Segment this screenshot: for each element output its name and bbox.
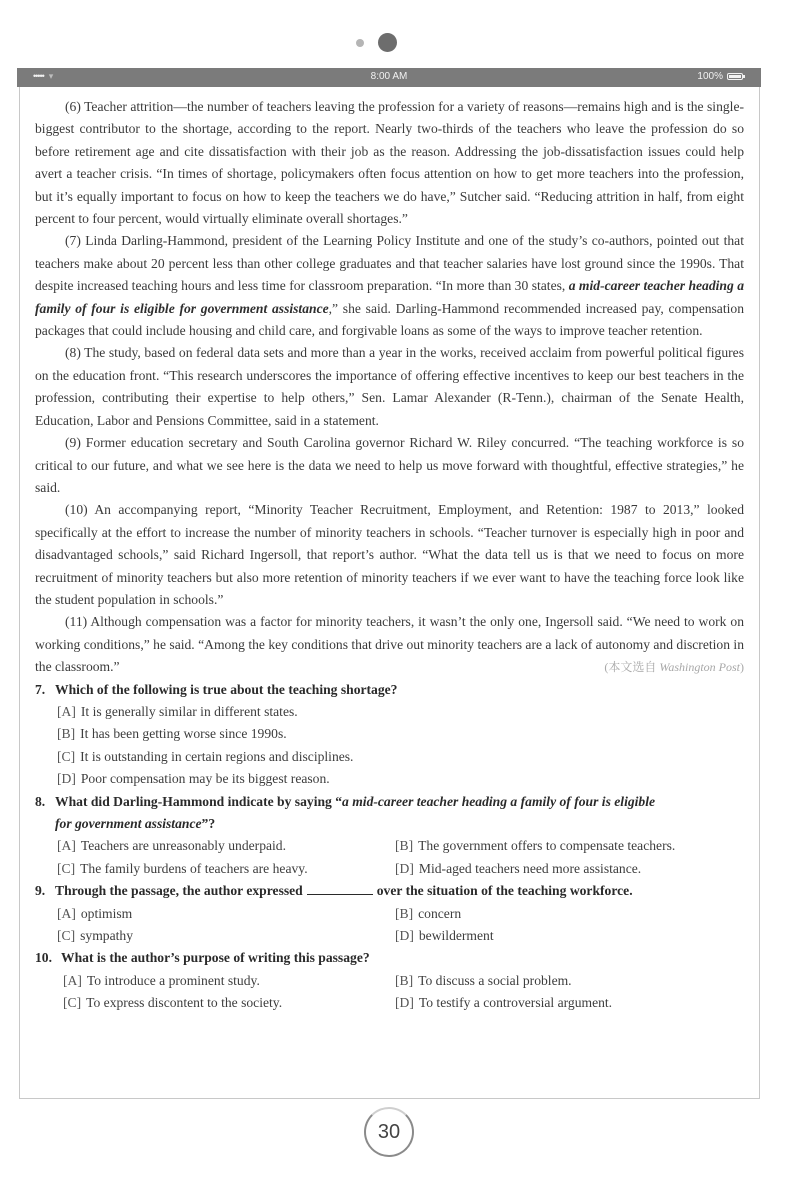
option-a[interactable]: [A] Teachers are unreasonably underpaid. (57, 838, 286, 854)
question-10 (35, 947, 744, 1014)
paragraph-9 (35, 432, 744, 499)
fill-in-blank (307, 882, 373, 895)
option-c[interactable]: [C] The family burdens of teachers are heavy. (57, 860, 308, 876)
signal-dots-icon: ••••• (33, 71, 44, 81)
option-c[interactable]: [C] It is outstanding in certain regions and disciplines. (57, 748, 354, 764)
paragraph-text: ,” she said. Darling-Hammond recommended increased pay, compensation packages that could include housing and child care, and forgivable loans as some of the ways to improve teacher retention. (35, 300, 744, 339)
option-b[interactable]: [B] concern (395, 905, 462, 921)
battery-icon (727, 73, 743, 80)
battery-percent: 100% (697, 71, 723, 82)
question-stem: 9. Through the passage, the author expressed over the situation of the teaching workforce. (35, 880, 744, 902)
page-number-badge: 30 (364, 1107, 414, 1157)
options-list (35, 701, 744, 791)
tablet-camera (0, 33, 800, 53)
paragraph-text: The study, based on federal data sets and more than a year in the works, received acclaim from powerful political figures on the education front. “This research underscores the importance of offering effective incentives to keep our best teachers in the profession, contributing their expertise to help others,” Sen. Lamar Alexander (R-Tenn.), chairman of the Senate Health, Education, Labor and Pensions Committee, said in a statement. (35, 345, 744, 428)
question-8 (35, 791, 744, 881)
options-list (35, 970, 744, 1015)
options-list (35, 835, 744, 880)
paragraph-text: Linda Darling-Hammond, president of the Learning Policy Institute and one of the study’s co-authors, pointed out that teachers make about 20 percent less than other college graduates and that teacher salaries have lost ground since the 1990s. That despite increased teaching hours and less time for classroom preparation. “In more than 30 states, (35, 233, 744, 294)
question-number: 8. (35, 793, 46, 809)
option-d[interactable]: [D] Poor compensation may be its biggest reason. (57, 771, 330, 787)
option-a[interactable]: [A] optimism (57, 905, 133, 921)
paragraph-11 (35, 611, 744, 678)
paragraph-text: Teacher attrition—the number of teachers leaving the profession for a variety of reasons—remains high and is the single-biggest contributor to the shortage, according to the report. Nearly two-thirds of the teachers who leave the profession do so before retirement age and cite dissatisfaction with their job as the reason. Addressing the job-dissatisfaction issues could help avert a teacher crisis. “In times of shortage, policymakers often focus attention on how to get more teachers into the profession, but it’s equally important to focus on how to keep the teachers we do have,” Sutcher said. “Reducing attrition in half, from eight percent to four percent, would virtually eliminate overall shortages.” (35, 99, 744, 227)
option-d[interactable]: [D] bewilderment (395, 928, 494, 944)
paragraph-number: (7) (65, 233, 81, 249)
option-d[interactable]: [D] To testify a controversial argument. (395, 995, 613, 1011)
quoted-phrase: a mid-career teacher heading a family of four is eligible (342, 793, 656, 809)
paragraph-10 (35, 499, 744, 611)
question-number: 10. (35, 950, 52, 966)
question-stem: 8. What did Darling-Hammond indicate by saying “a mid-career teacher heading a family of four is eligible (35, 791, 744, 813)
option-c[interactable]: [C] sympathy (57, 928, 133, 944)
paragraph-7 (35, 230, 744, 342)
option-a[interactable]: [A] To introduce a prominent study. (63, 972, 260, 988)
paragraph-number: (6) (65, 99, 81, 114)
question-7 (35, 679, 744, 791)
question-stem-continued: for government assistance”? (55, 816, 216, 831)
option-b[interactable]: [B] The government offers to compensate teachers. (395, 838, 676, 854)
question-number: 9. (35, 883, 46, 899)
emphasized-quote: a mid-career teacher heading a family of four is eligible for government assistance (35, 278, 744, 316)
question-stem: 10. What is the author’s purpose of writing this passage? (35, 947, 744, 969)
options-list (35, 903, 744, 948)
question-stem: 7. Which of the following is true about the teaching shortage? (35, 679, 744, 701)
paragraph-text: Former education secretary and South Carolina governor Richard W. Riley concurred. “The teaching workforce is so critical to our future, and what we see here is the data we need to help us move forward with thoughtful, effective strategies,” he said. (35, 435, 744, 495)
option-c[interactable]: [C] To express discontent to the society. (63, 995, 283, 1011)
source-citation: (本文选自 Washington Post) (604, 660, 744, 675)
camera-lens (378, 33, 397, 52)
battery-status (697, 71, 743, 82)
paragraph-number: (11) (65, 614, 88, 630)
wifi-icon: ▾ (48, 71, 54, 81)
source-publication: Washington Post (659, 660, 740, 675)
paragraph-text: Although compensation was a factor for minority teachers, it wasn’t the only one, Ingersoll said. “We need to work on working conditions,” he said. “Among the key conditions that drive out minority teachers are a lack of autonomy and discretion in the classroom.” (35, 614, 744, 675)
status-time: 8:00 AM (370, 71, 408, 82)
question-9 (35, 880, 744, 947)
paragraph-number: (10) (65, 502, 88, 518)
option-b[interactable]: [B] To discuss a social problem. (395, 972, 572, 988)
paragraph-text: An accompanying report, “Minority Teacher Recruitment, Employment, and Retention: 1987 to 2013,” looked specifically at the effort to increase the number of minority teachers in schools. “Teacher turnover is especially high in poor and disadvantaged schools,” said Richard Ingersoll, that report’s author. “What the data tell us is that we need to focus on more recruitment of minority teachers but also more retention of minority teachers if we ever want to have the teaching force look like the student population in schools.” (35, 502, 744, 607)
option-b[interactable]: [B] It has been getting worse since 1990s. (57, 726, 287, 742)
paragraph-number: (8) (65, 345, 81, 361)
quoted-phrase: for government assistance (55, 816, 202, 831)
camera-sensor-dot (356, 39, 364, 47)
option-a[interactable]: [A] It is generally similar in different states. (57, 703, 298, 719)
paragraph-number: (9) (65, 435, 81, 451)
status-bar (17, 68, 761, 87)
paragraph-6 (35, 96, 744, 230)
reading-content (35, 96, 744, 1015)
paragraph-8 (35, 342, 744, 432)
question-number: 7. (35, 681, 46, 697)
option-d[interactable]: [D] Mid-aged teachers need more assistance. (395, 860, 642, 876)
